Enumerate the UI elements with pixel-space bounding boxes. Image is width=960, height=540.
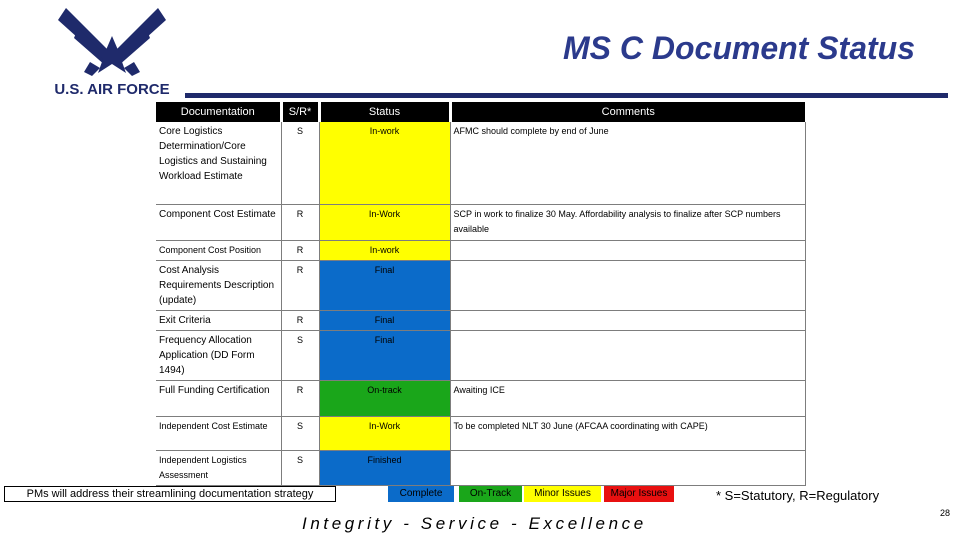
sr-cell: S bbox=[281, 330, 319, 380]
comment-cell: SCP in work to finalize 30 May. Affordability analysis to finalize after SCP numbers available bbox=[450, 204, 805, 240]
comment-cell bbox=[450, 260, 805, 310]
pm-note-box: PMs will address their streamlining documentation strategy bbox=[4, 486, 336, 502]
doc-cell: Independent Cost Estimate bbox=[156, 416, 281, 450]
doc-cell: Independent Logistics Assessment bbox=[156, 450, 281, 485]
table-row bbox=[156, 330, 805, 380]
title-rule bbox=[185, 93, 948, 98]
comment-cell: Awaiting ICE bbox=[450, 380, 805, 416]
table-row bbox=[156, 380, 805, 416]
comment-cell bbox=[450, 330, 805, 380]
table-row bbox=[156, 204, 805, 240]
core-values-tagline: Integrity - Service - Excellence bbox=[302, 514, 647, 533]
status-cell: Final bbox=[319, 310, 450, 330]
comment-cell bbox=[450, 450, 805, 485]
sr-cell: S bbox=[281, 450, 319, 485]
sr-cell: R bbox=[281, 310, 319, 330]
table-row bbox=[156, 260, 805, 310]
document-status-table bbox=[156, 102, 806, 486]
legend-minor-issues: Minor Issues bbox=[524, 486, 601, 502]
legend-complete: Complete bbox=[388, 486, 454, 502]
logo-text: U.S. AIR FORCE bbox=[54, 81, 170, 98]
page-number: 28 bbox=[940, 508, 951, 518]
doc-cell: Component Cost Estimate bbox=[156, 204, 281, 240]
doc-cell: Exit Criteria bbox=[156, 310, 281, 330]
comment-cell: To be completed NLT 30 June (AFCAA coordinating with CAPE) bbox=[450, 416, 805, 450]
status-cell: On-track bbox=[319, 380, 450, 416]
doc-cell: Frequency Allocation Application (DD Form 1494) bbox=[156, 330, 281, 380]
doc-cell: Full Funding Certification bbox=[156, 380, 281, 416]
status-cell: In-work bbox=[319, 240, 450, 260]
sr-cell: S bbox=[281, 416, 319, 450]
column-header: S/R* bbox=[281, 102, 319, 122]
status-cell: Final bbox=[319, 260, 450, 310]
status-cell: In-Work bbox=[319, 416, 450, 450]
sr-cell: R bbox=[281, 260, 319, 310]
sr-cell: R bbox=[281, 380, 319, 416]
doc-cell: Core Logistics Determination/Core Logistics and Sustaining Workload Estimate bbox=[156, 122, 281, 204]
table-header-row bbox=[156, 102, 805, 122]
sr-cell: R bbox=[281, 240, 319, 260]
column-header: Comments bbox=[450, 102, 805, 122]
sr-cell: R bbox=[281, 204, 319, 240]
table-row bbox=[156, 122, 805, 204]
comment-cell: AFMC should complete by end of June bbox=[450, 122, 805, 204]
sr-footnote: * S=Statutory, R=Regulatory bbox=[716, 488, 880, 503]
legend-major-issues: Major Issues bbox=[604, 486, 674, 502]
comment-cell bbox=[450, 240, 805, 260]
doc-cell: Component Cost Position bbox=[156, 240, 281, 260]
status-cell: Finished bbox=[319, 450, 450, 485]
legend-on-track: On-Track bbox=[459, 486, 522, 502]
status-cell: In-work bbox=[319, 122, 450, 204]
page-title: MS C Document Status bbox=[562, 30, 915, 66]
table-row bbox=[156, 416, 805, 450]
sr-cell: S bbox=[281, 122, 319, 204]
air-force-logo bbox=[38, 6, 186, 98]
table-row bbox=[156, 240, 805, 260]
comment-cell bbox=[450, 310, 805, 330]
table-row bbox=[156, 450, 805, 485]
column-header: Status bbox=[319, 102, 450, 122]
table-row bbox=[156, 310, 805, 330]
status-cell: Final bbox=[319, 330, 450, 380]
column-header: Documentation bbox=[156, 102, 281, 122]
status-cell: In-Work bbox=[319, 204, 450, 240]
doc-cell: Cost Analysis Requirements Description (update) bbox=[156, 260, 281, 310]
